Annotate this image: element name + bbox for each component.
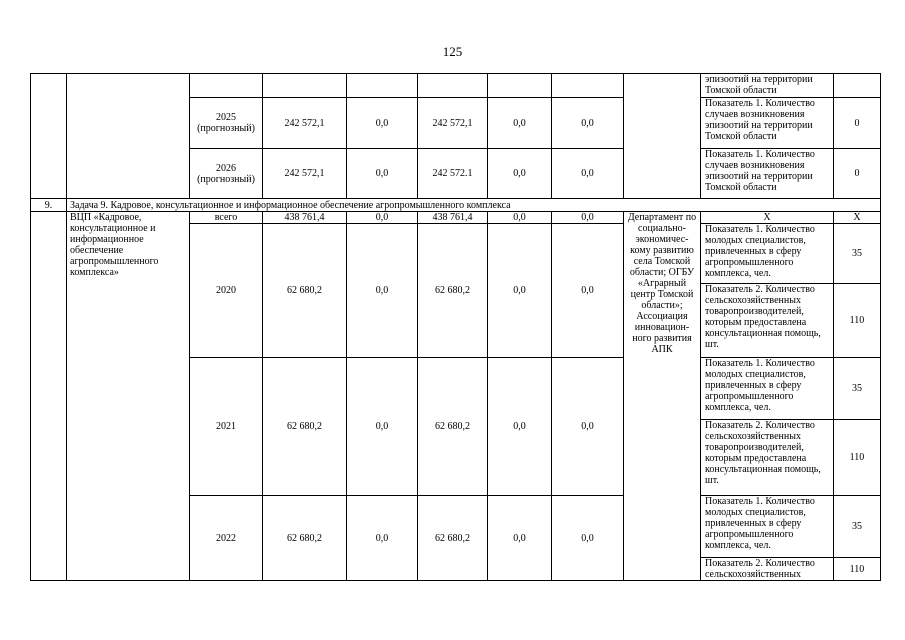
total-cell: 438 761,4 <box>263 212 347 224</box>
year-cell: 2026 (прогнозный) <box>190 149 263 199</box>
indicator-value: 0 <box>834 149 881 199</box>
federal-cell: 0,0 <box>347 496 418 581</box>
indicator-cell: эпизоотий на территории Томской области <box>701 74 834 98</box>
regional-cell: 242 572,1 <box>418 98 488 149</box>
extra-cell: 0,0 <box>552 496 624 581</box>
federal-cell: 0,0 <box>347 149 418 199</box>
indicator-cell: Показатель 1. Количество молодых специалистов, привлеченных в сферу агропромышленного комплекса, чел. <box>701 496 834 558</box>
task-number: 9. <box>31 199 67 212</box>
extra-cell: 0,0 <box>552 224 624 358</box>
indicator-cell: Показатель 1. Количество молодых специалистов, привлеченных в сферу агропромышленного комплекса, чел. <box>701 358 834 420</box>
year-cell: 2022 <box>190 496 263 581</box>
table-row <box>31 212 881 224</box>
indicator-cell: Показатель 1. Количество случаев возникновения эпизоотий на территории Томской области <box>701 98 834 149</box>
total-cell: 62 680,2 <box>263 496 347 581</box>
indicator-value: 0 <box>834 98 881 149</box>
task-title: Задача 9. Кадровое, консультационное и информационное обеспечение агропромышленного комплекса <box>67 199 881 212</box>
regional-cell: 242 572.1 <box>418 149 488 199</box>
task-row <box>31 199 881 212</box>
indicator-value: 35 <box>834 224 881 284</box>
local-cell: 0,0 <box>488 224 552 358</box>
indicator-value: 35 <box>834 496 881 558</box>
total-cell: 62 680,2 <box>263 224 347 358</box>
federal-cell: 0,0 <box>347 98 418 149</box>
local-cell: 0,0 <box>488 358 552 496</box>
indicator-cell: Показатель 1. Количество случаев возникновения эпизоотий на территории Томской области <box>701 149 834 199</box>
local-cell: 0,0 <box>488 98 552 149</box>
federal-cell: 0,0 <box>347 212 418 224</box>
total-cell: 242 572,1 <box>263 98 347 149</box>
year-cell: 2020 <box>190 224 263 358</box>
local-cell: 0,0 <box>488 496 552 581</box>
regional-cell: 62 680,2 <box>418 358 488 496</box>
indicator-value: 110 <box>834 558 881 581</box>
table-row <box>31 74 881 98</box>
federal-cell: 0,0 <box>347 224 418 358</box>
indicator-value: 35 <box>834 358 881 420</box>
indicator-cell: Показатель 1. Количество молодых специалистов, привлеченных в сферу агропромышленного комплекса, чел. <box>701 224 834 284</box>
program-name: ВЦП «Кадровое, консультационное и информационное обеспечение агропромышленного комплекса» <box>67 212 190 581</box>
regional-cell: 438 761,4 <box>418 212 488 224</box>
federal-cell: 0,0 <box>347 358 418 496</box>
indicator-value: 110 <box>834 420 881 496</box>
local-cell: 0,0 <box>488 149 552 199</box>
extra-cell: 0,0 <box>552 212 624 224</box>
indicator-cell: Показатель 2. Количество сельскохозяйственных <box>701 558 834 581</box>
local-cell: 0,0 <box>488 212 552 224</box>
total-cell: 242 572,1 <box>263 149 347 199</box>
indicator-value: 110 <box>834 284 881 358</box>
regional-cell: 62 680,2 <box>418 224 488 358</box>
year-cell: 2021 <box>190 358 263 496</box>
budget-table <box>30 73 881 581</box>
year-cell: 2025 (прогнозный) <box>190 98 263 149</box>
regional-cell: 62 680,2 <box>418 496 488 581</box>
extra-cell: 0,0 <box>552 358 624 496</box>
page-number: 125 <box>442 44 463 59</box>
indicator-cell: Показатель 2. Количество сельскохозяйственных товаропроизводителей, которым предоставлена консультационная помощь, шт. <box>701 420 834 496</box>
period-cell: всего <box>190 212 263 224</box>
executor-cell: Департамент по социально-экономичес-кому развитию села Томской области; ОГБУ «Аграрный центр Томской области»; Ассоциация инновацион-ного развития АПК <box>624 212 701 581</box>
extra-cell: 0,0 <box>552 149 624 199</box>
total-cell: 62 680,2 <box>263 358 347 496</box>
extra-cell: 0,0 <box>552 98 624 149</box>
indicator-cell: Показатель 2. Количество сельскохозяйственных товаропроизводителей, которым предоставлена консультационная помощь, шт. <box>701 284 834 358</box>
indicator-cell: X <box>701 212 834 224</box>
indicator-value: X <box>834 212 881 224</box>
